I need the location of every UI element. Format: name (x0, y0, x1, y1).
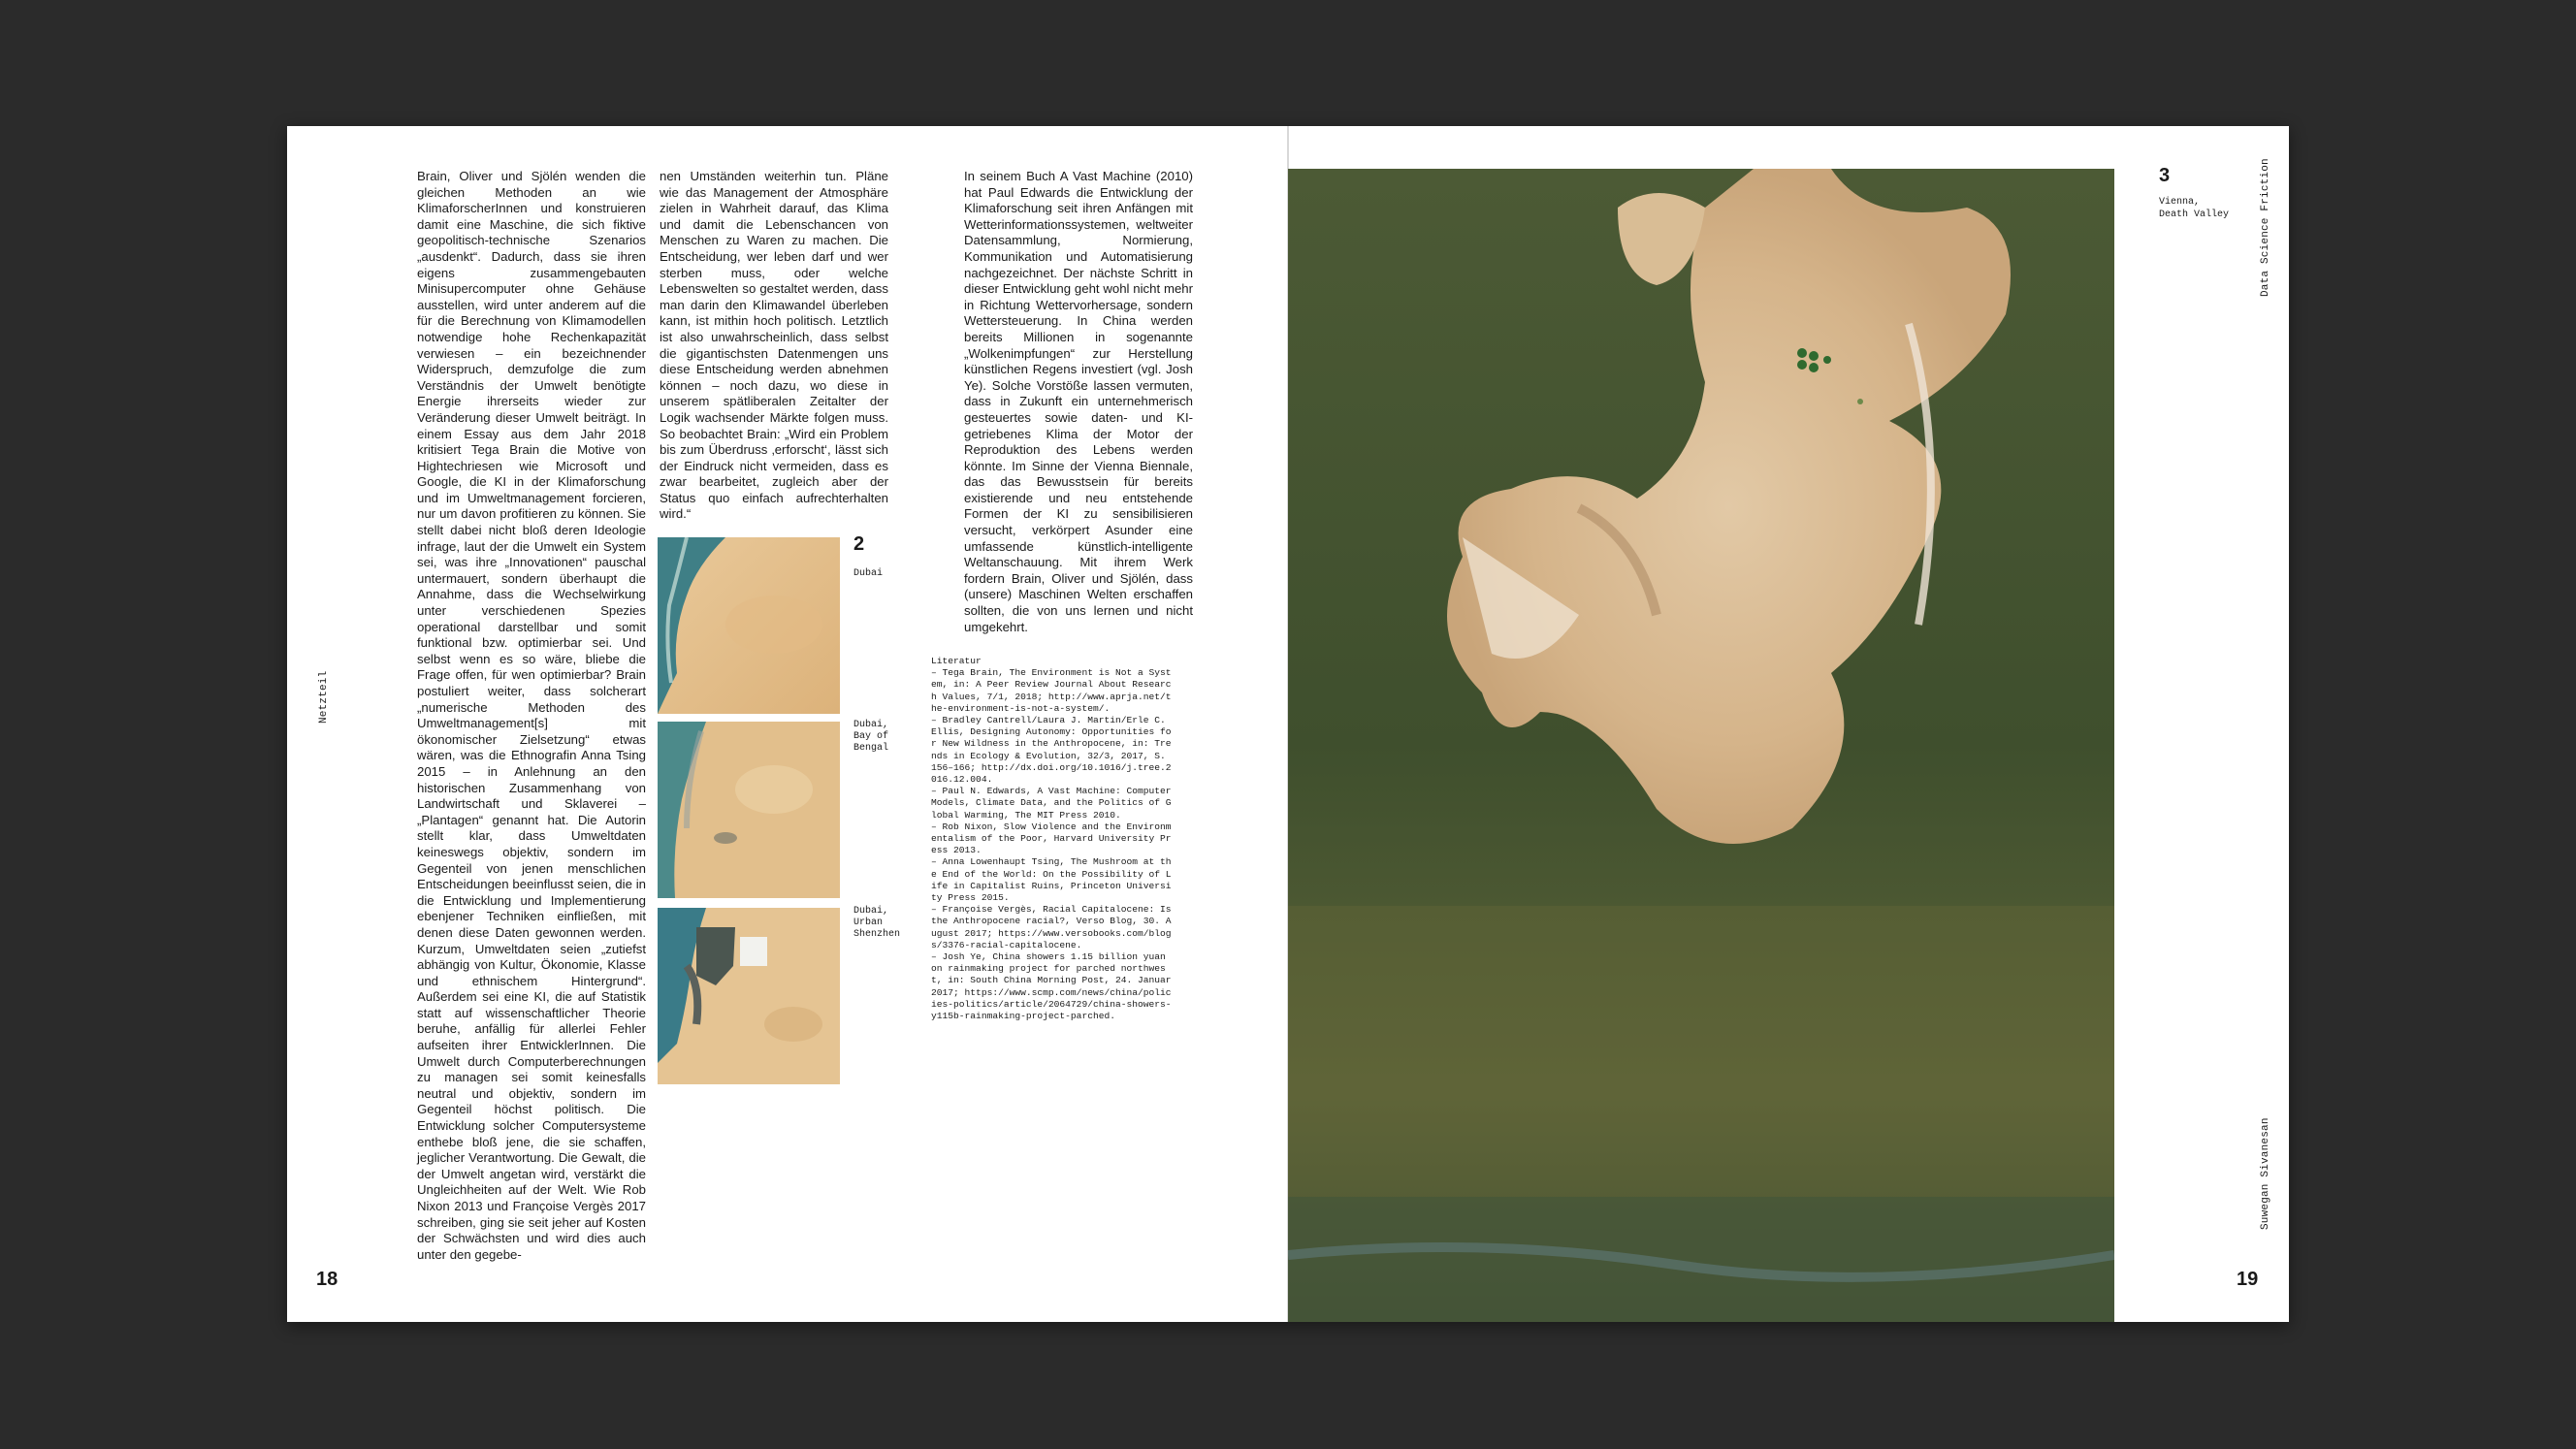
figure-image-bay-of-bengal (658, 722, 840, 898)
body-column-2: nen Umständen weiterhin tun. Pläne wie das Management der Atmosphäre zielen in Wahrheit darauf, das Klima und damit die Lebenschancen von Menschen zu Waren zu machen. Die Entscheidung, wer leben darf und wer sterben muss, oder welche Lebenswelten so gestaltet werden, dass man darin den Klimawandel überleben kann, ist mithin hoch politisch. Letztlich ist also unwahrscheinlich, dass selbst die gigantischsten Datenmengen uns diese Entscheidung werden abnehmen können – noch dazu, wo diese in unserem spätliberalen Zeitalter der Logik wachsender Märkte folgen muss. So beobachtet Brain: „Wird ein Problem bis zum Überdruss ‚erforscht‘, lässt sich der Eindruck nicht vermeiden, dass es zwar bearbeitet, zugleich aber der Status quo einfach aufrechterhalten wird.“ (660, 169, 888, 522)
reference-item: – Rob Nixon, Slow Violence and the Environmentalism of the Poor, Harvard University Press 2013. (931, 821, 1172, 856)
body-column-3: In seinem Buch A Vast Machine (2010) hat Paul Edwards die Entwicklung der Klimaforschung seit ihren Anfängen mit Wetterinformationssystemen, weltweiter Datensammlung, Normierung, Kommunikation und Automatisierung nachgezeichnet. Der nächste Schritt in dieser Entwicklung geht wohl nicht mehr in Richtung Wettervorhersage, sondern Wettersteuerung. In China werden bereits Millionen in sogenannte „Wolkenimpfungen“ zur Herstellung künstlichen Regens investiert (vgl. Josh Ye). Solche Vorstöße lassen vermuten, dass in Zukunft ein unternehmerisch gesteuertes sowie daten- und KI-getriebenes Klima der Motor der Reproduktion des Lebens werden könnte. Im Sinne der Vienna Biennale, das das Bewusstsein für bereits existierende und neu entstehende Formen der KI zu sensibilisieren versucht, verkörpert Asunder eine umfassende künstlich-intelligente Weltanschauung. Mit ihrem Werk fordern Brain, Oliver und Sjölén, dass (unsere) Maschinen Welten erschaffen sollten, die von uns lernen und nicht umgekehrt. (964, 169, 1193, 634)
page-number-right: 19 (2237, 1269, 2259, 1290)
figure-number-2: 2 (853, 533, 865, 555)
left-page (287, 126, 1288, 1322)
satellite-image-vienna-death-valley (1288, 169, 2114, 1322)
figure-caption-1: Dubai (853, 568, 884, 579)
magazine-spread (287, 126, 2289, 1322)
right-side-label-bottom: Suwegan Sivanesan (2260, 1117, 2271, 1230)
reference-item: – Bradley Cantrell/Laura J. Martin/Erle C. Ellis, Designing Autonomy: Opportunities for New Wildness in the Anthropocene, in: Trends in Ecology & Evolution, 32/3, 2017, S. 156–166; http://dx.doi.org/10.1016/j.tree.2016.12.004. (931, 715, 1172, 786)
right-side-label-top: Data Science Friction (2260, 158, 2271, 297)
figure-caption-3: Dubai, Urban Shenzhen (853, 906, 901, 940)
reference-item: – Paul N. Edwards, A Vast Machine: Computer Models, Climate Data, and the Politics of Global Warming, The MIT Press 2010. (931, 786, 1172, 821)
figure-caption-right: Vienna, Death Valley (2159, 197, 2230, 220)
right-page (1288, 126, 2289, 1322)
figure-number-3: 3 (2159, 165, 2171, 186)
references-title: Literatur (931, 656, 982, 666)
reference-item: – Anna Lowenhaupt Tsing, The Mushroom at the End of the World: On the Possibility of Life in Capitalist Ruins, Princeton University Press 2015. (931, 856, 1172, 904)
body-column-1: Brain, Oliver und Sjölén wenden die gleichen Methoden an wie KlimaforscherInnen und konstruieren damit eine Maschine, die sich fiktive geopolitisch-technische Szenarios „ausdenkt“. Dadurch, dass sie ihren eigens zusammengebauten Minisupercomputer ohne Gehäuse ausstellen, wird unter anderem auf die für die Berechnung von Klimamodellen notwendige hohe Rechenkapazität verwiesen – ein bezeichnender Widerspruch, demzufolge die zum Verständnis der Umwelt benötigte Energie ihrerseits wieder zur Veränderung dieser Umwelt beiträgt. In einem Essay aus dem Jahr 2018 kritisiert Tega Brain die Motive von Hightechriesen wie Microsoft und Google, die KI in der Klimaforschung und im Umweltmanagement forcieren, nur um davon profitieren zu können. Sie stellt dabei nicht bloß deren Ideologie infrage, laut der die Umwelt ein System sei, was ihre „Innovationen“ pauschal untermauert, sondern überhaupt die Annahme, dass die Wechselwirkung unter verschiedenen Spezies operational darstellbar und somit funktional bzw. optimierbar sei. Und selbst wenn es so wäre, bliebe die Frage offen, für wen optimierbar? Brain postuliert weiter, dass solcherart „numerische Methoden des Umweltmanagement[s] mit ökonomischer Zielsetzung“ etwas wären, was die Ethnografin Anna Tsing 2015 – in Anlehnung an den historischen Zusammenhang von Landwirtschaft und Sklaverei – „Plantagen“ genannt hat. Die Autorin stellt klar, dass Umweltdaten keineswegs objektiv, sondern im Gegenteil von jenen menschlichen Entscheidungen beeinflusst seien, die in die Entwicklung und Implementierung ebenjener Techniken einfließen, mit denen diese Daten gewonnen werden. Kurzum, Umweltdaten seien „zutiefst abhängig von Kultur, Ökonomie, Klasse und ethnischem Hintergrund“. Außerdem sei eine KI, die auf Statistik statt auf wissenschaftlicher Theorie beruhe, anfällig für allerlei Fehler aufseiten ihrer EntwicklerInnen. Die Umwelt durch Computerberechnungen zu managen sei somit keinesfalls neutral und objektiv, sondern im Gegenteil höchst politisch. Die Entwicklung solcher Computersysteme enthebe bloß jene, die sie schaffen, jeglicher Verantwortung. Die Gewalt, die der Umwelt angetan wird, verstärkt die Ungleichheiten auf der Welt. Wie Rob Nixon 2013 und Françoise Vergès 2017 schreiben, ging sie seit jeher auf Kosten der Schwächsten und wird dies auch unter den gegebe- (417, 169, 646, 1262)
page-number-left: 18 (316, 1269, 338, 1290)
references-section (931, 656, 1174, 1022)
figure-image-urban-shenzhen (658, 908, 840, 1084)
figure-caption-2: Dubai, Bay of Bengal (853, 720, 889, 754)
left-side-label: Netzteil (318, 670, 330, 724)
reference-item: – Françoise Vergès, Racial Capitalocene: Is the Anthropocene racial?, Verso Blog, 30. August 2017; https://www.versobooks.com/blogs/3376-racial-capitalocene. (931, 904, 1172, 950)
reference-item: – Tega Brain, The Environment is Not a System, in: A Peer Review Journal About Research Values, 7/1, 2018; http://www.aprja.net/the-environment-is-not-a-system/. (931, 667, 1172, 714)
reference-item: – Josh Ye, China showers 1.15 billion yuan on rainmaking project for parched northwest, in: South China Morning Post, 24. Januar 2017; https://www.scmp.com/news/china/policies-politics/article/2064729/china-showers-y115b-rainmaking-project-parched. (931, 951, 1172, 1022)
figure-image-dubai (658, 537, 840, 714)
